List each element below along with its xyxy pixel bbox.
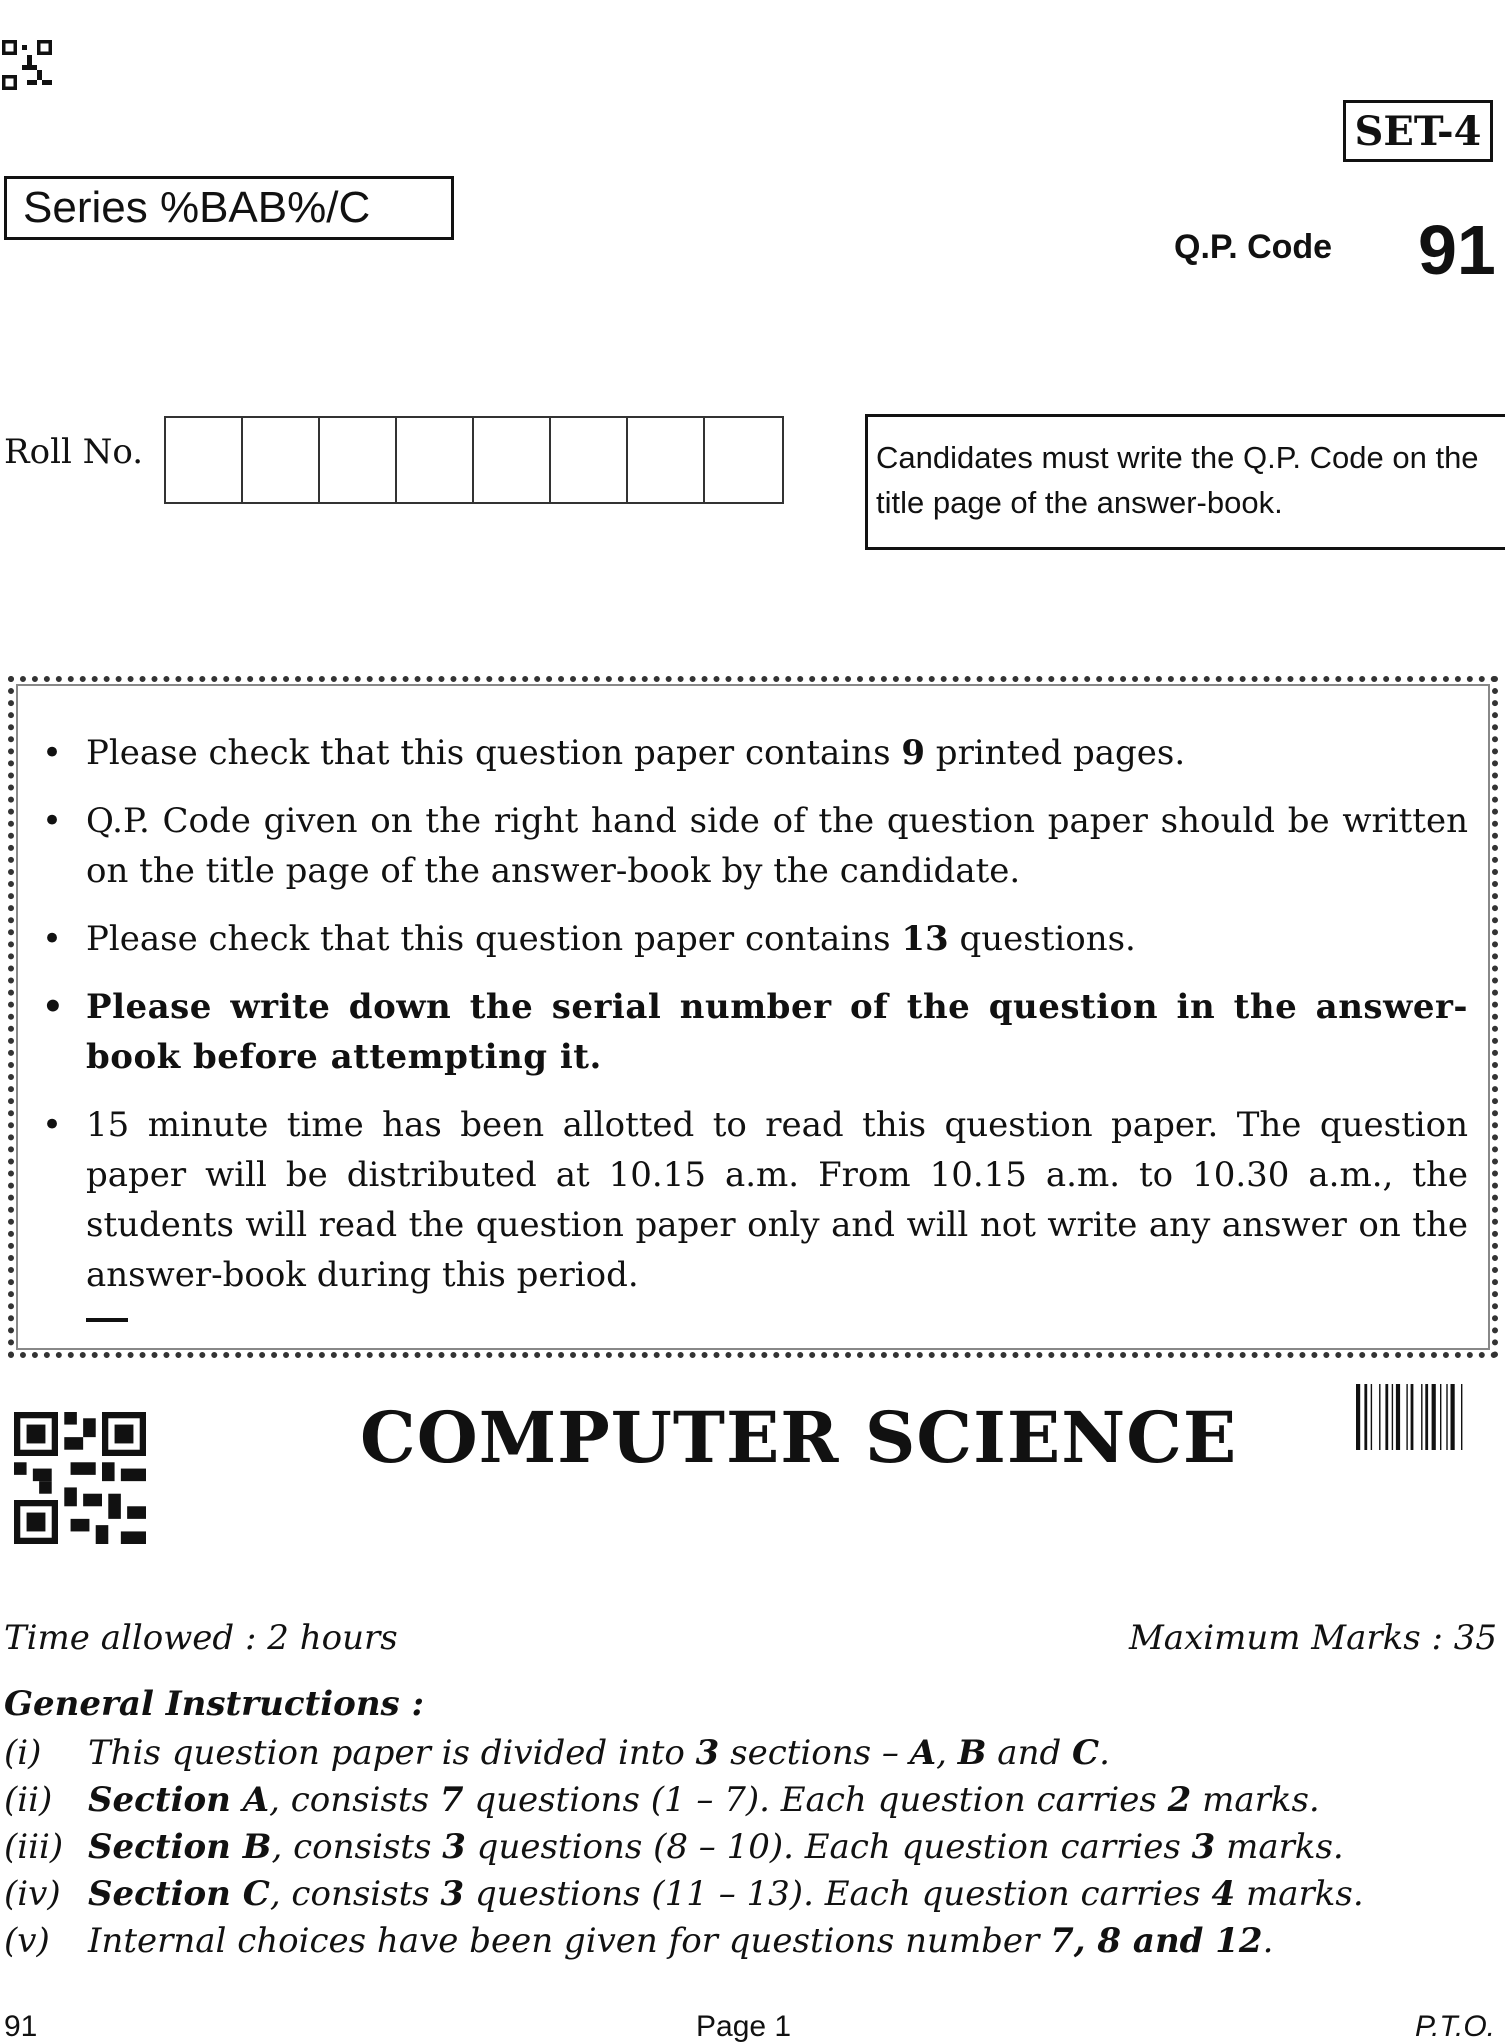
instruction-item: • Please write down the serial number of the question in the answer-book before attempting it.	[38, 982, 1468, 1082]
qp-code: 91	[1418, 211, 1496, 289]
time-allowed: Time allowed : 2 hours	[4, 1618, 398, 1658]
qr-code-icon	[14, 1412, 146, 1544]
instruction-text: This question paper is divided into 3 sections – A, B and C.	[88, 1733, 1110, 1773]
instruction-number: (v)	[4, 1921, 50, 1961]
bullet-icon: •	[42, 801, 63, 841]
general-instruction-item	[4, 1824, 1484, 1871]
general-instruction-item	[4, 1918, 1484, 1965]
roll-number-cell[interactable]	[397, 418, 474, 502]
qr-code-small-icon	[2, 40, 52, 90]
subject-title: COMPUTER SCIENCE	[360, 1396, 1238, 1479]
bullet-icon: •	[42, 919, 63, 959]
general-instructions-title: General Instructions :	[4, 1684, 425, 1724]
instruction-text: Section C, consists 3 questions (11 – 13). Each question carries 4 marks.	[88, 1874, 1364, 1914]
roll-number-cell[interactable]	[320, 418, 397, 502]
roll-number-cell[interactable]	[628, 418, 705, 502]
maximum-marks: Maximum Marks : 35	[1128, 1618, 1497, 1658]
general-instruction-item	[4, 1730, 1484, 1777]
instructions-list	[38, 728, 1468, 1318]
general-instructions-list	[4, 1730, 1484, 1965]
instruction-item: • Please check that this question paper contains 9 printed pages.	[38, 728, 1468, 778]
roll-number-cell[interactable]	[166, 418, 243, 502]
instruction-number: (iii)	[4, 1827, 64, 1867]
set-label: SET-4	[1343, 100, 1493, 162]
candidate-note: Candidates must write the Q.P. Code on the title page of the answer-book.	[865, 414, 1505, 550]
general-instruction-item	[4, 1871, 1484, 1918]
footer-page: Page 1	[696, 2010, 792, 2043]
bullet-icon: •	[42, 987, 65, 1027]
instruction-item: • 15 minute time has been allotted to read this question paper. The question paper will be distributed at 10.15 a.m. From 10.15 a.m. to 10.30 a.m., the students will read the question paper only and will not write any answer on the answer-book during this period.	[38, 1100, 1468, 1300]
dash-mark	[86, 1318, 128, 1322]
roll-number-label: Roll No.	[4, 432, 144, 472]
roll-number-cell[interactable]	[243, 418, 320, 502]
bullet-icon: •	[42, 1105, 63, 1145]
footer-pto: P.T.O.	[1414, 2010, 1495, 2043]
roll-number-boxes	[164, 416, 784, 504]
qp-code-label: Q.P. Code	[1174, 228, 1333, 266]
bullet-icon: •	[42, 733, 63, 773]
series-label: Series %BAB%/C	[4, 176, 454, 240]
footer-code: 91	[4, 2010, 38, 2043]
instruction-text: Section A, consists 7 questions (1 – 7). Each question carries 2 marks.	[88, 1780, 1320, 1820]
instruction-text: Internal choices have been given for questions number 7, 8 and 12.	[88, 1921, 1274, 1961]
instruction-item: • Q.P. Code given on the right hand side of the question paper should be written on the title page of the answer-book by the candidate.	[38, 796, 1468, 896]
instruction-text: Section B, consists 3 questions (8 – 10). Each question carries 3 marks.	[88, 1827, 1344, 1867]
roll-number-cell[interactable]	[474, 418, 551, 502]
instruction-number: (iv)	[4, 1874, 61, 1914]
roll-number-cell[interactable]	[551, 418, 628, 502]
general-instruction-item	[4, 1777, 1484, 1824]
barcode-icon	[1356, 1384, 1496, 1450]
instruction-number: (i)	[4, 1733, 42, 1773]
instruction-item: • Please check that this question paper contains 13 questions.	[38, 914, 1468, 964]
roll-number-cell[interactable]	[705, 418, 782, 502]
instruction-number: (ii)	[4, 1780, 53, 1820]
